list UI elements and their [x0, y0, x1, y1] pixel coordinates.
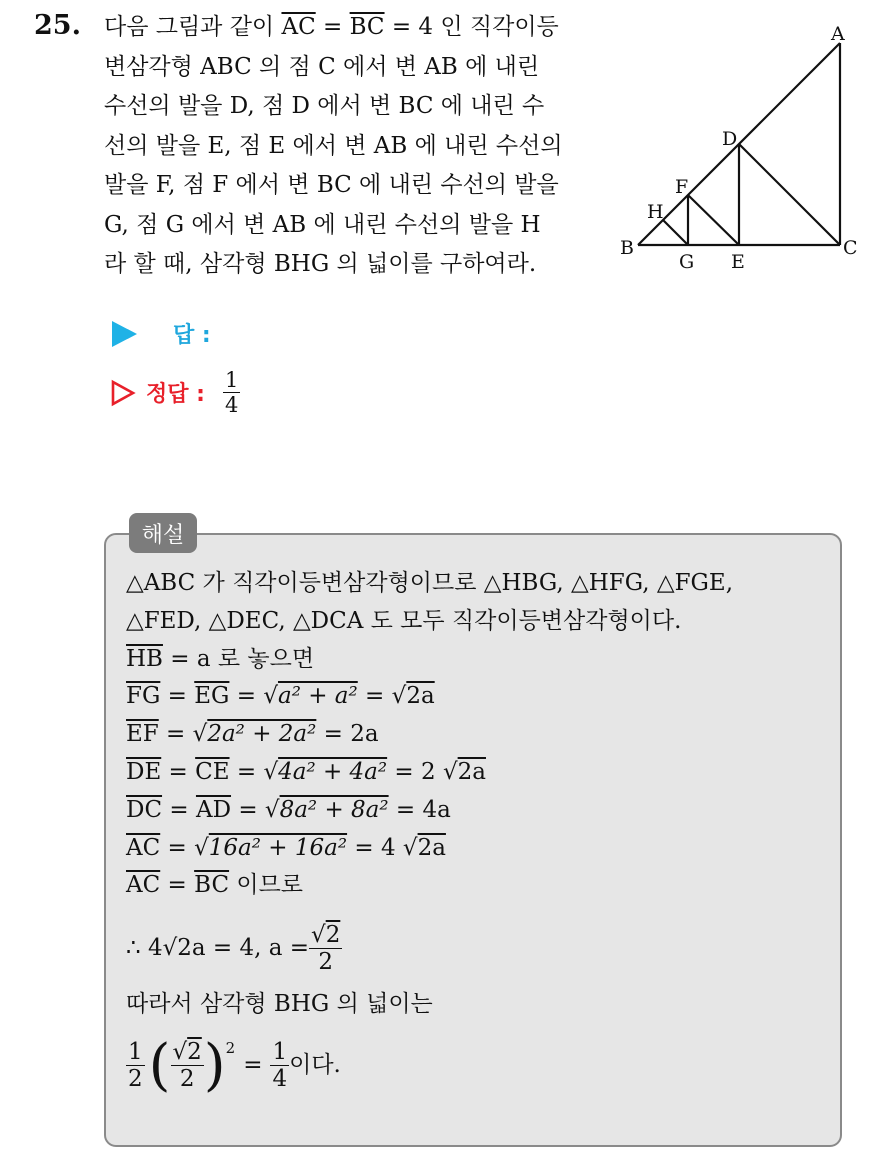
segment-bc: $\overline{BC}$	[349, 14, 385, 40]
solution-line: $\overline{EF} = √2a^2 + 2a^2 = 2a$	[126, 721, 379, 748]
solution-line: $\overline{FG} = \overline{EG} = √a^2 + a^2 = √2a$	[126, 683, 435, 710]
solution-line: $\overline{AC} = \overline{BC}$ 이므로	[126, 872, 304, 899]
outline-play-arrow-icon	[110, 379, 136, 407]
solution-tag: 해설	[129, 513, 197, 553]
question-line: 발을 F, 점 F 에서 변 BC 에 내린 수선의 발을	[104, 172, 559, 198]
label-g: G	[679, 251, 695, 273]
answer-label: 답 :	[173, 323, 211, 348]
label-h: H	[647, 201, 664, 223]
question-line: G, 점 G 에서 변 AB 에 내린 수선의 발을 H	[104, 211, 541, 238]
segment-gh	[663, 220, 688, 245]
solution-line: △FED, △DEC, △DCA 도 모두 직각이등변삼각형이다.	[126, 607, 682, 634]
correct-answer-row	[110, 368, 240, 417]
fraction-sqrt2-over-2: $\frac{√2}{2}$	[311, 921, 341, 976]
label-c: C	[843, 237, 858, 259]
solution-text	[126, 565, 733, 1106]
segment-cd	[739, 144, 840, 245]
solution-line: $\overline{HB} = a$ 로 놓으면	[126, 645, 315, 672]
correct-answer-label: 정답 :	[146, 382, 205, 408]
answer-row	[112, 318, 211, 349]
question-line: 변삼각형 ABC 의 점 C 에서 변 AB 에 내린	[104, 53, 540, 80]
solution-line: $\overline{AC} = √16a^2 + 16a^2 = 4$ √2a	[126, 834, 446, 861]
solution-line: △ABC 가 직각이등변삼각형이므로 △HBG, △HFG, △FGE,	[126, 570, 734, 596]
question-text	[104, 8, 604, 285]
correct-answer-fraction: $\frac{1}{4}$	[224, 368, 239, 418]
solution-line: $\overline{DC} = \overline{AD} = √8a^2 + 8a^2 = 4a$	[126, 796, 451, 823]
solution-line: 따라서 삼각형 BHG 의 넓이는	[126, 991, 433, 1018]
solution-line: $\frac{1}{2}$ ( $\frac{√2}{2}$ ) $^2$ = $\frac{1}{4}$ 이다.	[128, 1032, 341, 1098]
triangle-diagram	[612, 20, 874, 278]
play-arrow-icon	[112, 321, 137, 347]
label-b: B	[620, 237, 634, 259]
segment-ac: $\overline{AC}$	[281, 14, 316, 40]
label-e: E	[731, 251, 745, 273]
triangle-figure	[612, 20, 874, 278]
question-line: 수선의 발을 D, 점 D 에서 변 BC 에 내린 수	[104, 93, 545, 119]
question-number: 25.	[34, 10, 81, 41]
question-line: 라 할 때, 삼각형 BHG 의 넓이를 구하여라.	[104, 251, 537, 277]
label-f: F	[675, 176, 689, 198]
label-d: D	[722, 128, 738, 150]
solution-line: ∴ 4 √ 2a = 4, a = $\frac{√2}{2}$	[126, 921, 341, 976]
question-line: 선의 발을 E, 점 E 에서 변 AB 에 내린 수선의	[104, 132, 563, 159]
solution-line: $\overline{DE} = \overline{CE} = √4a^2 + 4a^2 = 2$ √2a	[126, 758, 486, 785]
segment-ef	[688, 195, 739, 245]
label-a: A	[831, 23, 845, 45]
question-line: 다음 그림과 같이 $\overline{AC} = \overline{BC} = 4$ 인 직각이등	[104, 14, 559, 40]
